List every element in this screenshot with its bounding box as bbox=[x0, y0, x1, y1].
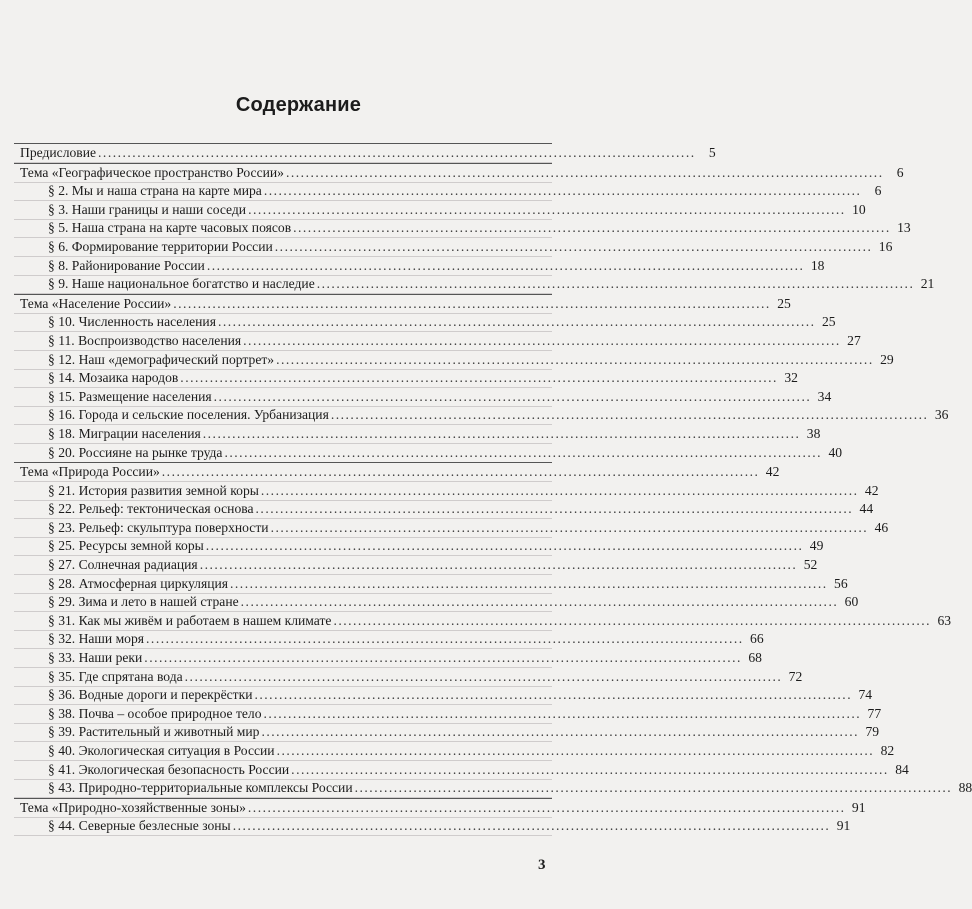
toc-entry-label: § 25. Ресурсы земной коры bbox=[48, 538, 204, 554]
toc-entry-label: § 5. Наша страна на карте часовых поясов bbox=[48, 220, 292, 236]
toc-entry-label: Тема «Население России» bbox=[20, 295, 172, 311]
toc-entry-label: § 15. Размещение населения bbox=[48, 388, 212, 404]
toc-leader-dots: .......................................................................................................................... bbox=[213, 388, 812, 404]
toc-leader-dots: .......................................................................................................................... bbox=[144, 650, 742, 666]
toc-entry-line bbox=[14, 799, 866, 818]
toc-entry-line bbox=[14, 519, 889, 538]
toc-entry-paragraph bbox=[14, 332, 861, 351]
toc-entry-line bbox=[14, 332, 861, 351]
table-of-contents bbox=[14, 143, 972, 836]
toc-entry-paragraph bbox=[14, 779, 972, 798]
toc-entry-paragraph bbox=[14, 761, 909, 780]
toc-entry-label: § 43. Природно-территориальные комплексы России bbox=[48, 780, 353, 796]
toc-entry-paragraph bbox=[14, 593, 859, 612]
toc-entry-label: § 23. Рельеф: скульптура поверхности bbox=[48, 519, 269, 535]
toc-entry-line bbox=[14, 425, 821, 444]
toc-entry-line bbox=[14, 238, 893, 257]
toc-entry-page: 29 bbox=[880, 351, 894, 367]
toc-leader-dots: .......................................................................................................................... bbox=[254, 687, 853, 703]
toc-entry-line bbox=[14, 144, 716, 163]
toc-entry-paragraph bbox=[14, 649, 762, 668]
toc-entry-paragraph bbox=[14, 519, 889, 538]
toc-leader-dots: .......................................................................................................................... bbox=[232, 818, 831, 834]
page-title: Содержание bbox=[235, 94, 362, 116]
toc-entry-label: § 18. Миграции населения bbox=[48, 425, 201, 441]
toc-entry-paragraph bbox=[14, 313, 836, 332]
toc-entry-label: § 36. Водные дороги и перекрёстки bbox=[48, 687, 253, 703]
toc-entry-label: § 21. История развития земной коры bbox=[48, 482, 259, 498]
toc-entry-page: 42 bbox=[864, 482, 879, 498]
toc-leader-dots: .......................................................................................................................... bbox=[274, 238, 873, 254]
toc-leader-dots: .......................................................................................................................... bbox=[247, 799, 846, 815]
toc-entry-page: 63 bbox=[937, 612, 952, 628]
toc-entry-label: § 16. Города и сельские поселения. Урбанизация bbox=[48, 407, 329, 423]
toc-entry-paragraph bbox=[14, 275, 935, 294]
toc-entry-page: 56 bbox=[834, 575, 848, 591]
toc-leader-dots: .......................................................................................................................... bbox=[354, 780, 953, 796]
toc-entry-line bbox=[14, 482, 879, 501]
toc-entry-page: 88 bbox=[958, 780, 972, 796]
toc-entry-paragraph bbox=[14, 257, 825, 276]
toc-leader-dots: .......................................................................................................................... bbox=[261, 724, 860, 740]
toc-entry-paragraph bbox=[14, 686, 873, 705]
toc-entry-paragraph bbox=[14, 238, 893, 257]
toc-leader-dots: .......................................................................................................................... bbox=[263, 183, 862, 199]
toc-entry-label: § 6. Формирование территории России bbox=[48, 238, 273, 254]
toc-entry-label: § 31. Как мы живём и работаем в нашем климате bbox=[48, 612, 332, 628]
toc-leader-dots: .......................................................................................................................... bbox=[205, 538, 804, 554]
toc-entry-line bbox=[14, 556, 818, 575]
toc-leader-dots: .......................................................................................................................... bbox=[217, 314, 816, 330]
toc-entry-topic bbox=[14, 294, 791, 314]
toc-leader-dots: .......................................................................................................................... bbox=[230, 575, 828, 591]
toc-entry-paragraph bbox=[14, 630, 764, 649]
toc-entry-paragraph bbox=[14, 742, 895, 761]
toc-entry-line bbox=[14, 388, 832, 407]
toc-leader-dots: .......................................................................................................................... bbox=[276, 743, 875, 758]
toc-leader-dots: .......................................................................................................................... bbox=[243, 332, 841, 348]
toc-entry-line bbox=[14, 686, 873, 705]
toc-leader-dots: .......................................................................................................................... bbox=[291, 761, 889, 777]
toc-entry-page: 84 bbox=[895, 761, 909, 777]
toc-entry-line bbox=[14, 500, 874, 519]
toc-entry-page: 25 bbox=[777, 295, 791, 311]
toc-leader-dots: .......................................................................................................................... bbox=[255, 501, 854, 517]
toc-entry-line bbox=[14, 668, 803, 687]
toc-entry-topic bbox=[14, 462, 780, 482]
toc-entry-label: § 3. Наши границы и наши соседи bbox=[48, 201, 247, 217]
toc-entry-page: 21 bbox=[920, 276, 935, 292]
toc-entry-paragraph bbox=[14, 388, 832, 407]
toc-leader-dots: .......................................................................................................................... bbox=[293, 220, 891, 236]
toc-entry-label: § 20. Россияне на рынке труда bbox=[48, 444, 223, 460]
toc-entry-line bbox=[14, 257, 825, 276]
toc-entry-line bbox=[14, 761, 909, 780]
toc-entry-line bbox=[14, 575, 848, 594]
toc-entry-page: 72 bbox=[788, 668, 803, 684]
toc-leader-dots: .......................................................................................................................... bbox=[330, 407, 929, 423]
toc-entry-line bbox=[14, 201, 866, 220]
toc-entry-line bbox=[14, 612, 952, 631]
toc-entry-paragraph bbox=[14, 612, 952, 631]
toc-entry-paragraph bbox=[14, 500, 874, 519]
toc-leader-dots: .......................................................................................................................... bbox=[240, 594, 839, 610]
toc-leader-dots: .......................................................................................................................... bbox=[263, 705, 862, 721]
toc-entry-paragraph bbox=[14, 201, 866, 220]
toc-leader-dots: .......................................................................................................................... bbox=[224, 444, 823, 460]
toc-entry-line bbox=[14, 723, 880, 742]
toc-leader-dots: .......................................................................................................................... bbox=[199, 557, 798, 573]
toc-entry-line bbox=[14, 705, 882, 724]
toc-entry-label: § 9. Наше национальное богатство и наследие bbox=[48, 276, 315, 292]
toc-entry-page: 13 bbox=[897, 220, 911, 236]
toc-entry-page: 74 bbox=[858, 687, 873, 703]
toc-entry-page: 16 bbox=[878, 238, 893, 254]
toc-entry-label: § 39. Растительный и животный мир bbox=[48, 724, 260, 740]
toc-entry-paragraph bbox=[14, 369, 798, 388]
toc-entry-page: 6 bbox=[874, 183, 882, 199]
toc-entry-line bbox=[14, 219, 911, 238]
toc-entry-label: § 44. Северные безлесные зоны bbox=[48, 818, 231, 834]
toc-entry-line bbox=[14, 182, 882, 201]
toc-entry-page: 34 bbox=[817, 388, 832, 404]
toc-entry-label: § 41. Экологическая безопасность России bbox=[48, 761, 290, 777]
toc-entry-page: 36 bbox=[934, 407, 949, 423]
toc-entry-page: 60 bbox=[844, 594, 859, 610]
toc-entry-paragraph bbox=[14, 705, 882, 724]
toc-entry-topic bbox=[14, 798, 866, 818]
toc-entry-line bbox=[14, 406, 949, 425]
toc-entry-page: 66 bbox=[750, 631, 764, 647]
toc-entry-label: § 33. Наши реки bbox=[48, 650, 143, 666]
toc-leader-dots: .......................................................................................................................... bbox=[202, 425, 801, 441]
toc-entry-page: 18 bbox=[810, 257, 825, 273]
toc-entry-page: 10 bbox=[852, 201, 866, 217]
toc-entry-line bbox=[14, 779, 972, 798]
toc-entry-page: 42 bbox=[765, 464, 780, 480]
toc-leader-dots: .......................................................................................................................... bbox=[173, 295, 771, 311]
toc-entry-line bbox=[14, 369, 798, 388]
toc-leader-dots: .......................................................................................................................... bbox=[260, 482, 859, 498]
toc-entry-label: § 11. Воспроизводство населения bbox=[48, 332, 242, 348]
toc-entry-label: § 28. Атмосферная циркуляция bbox=[48, 575, 228, 591]
toc-leader-dots: .......................................................................................................................... bbox=[316, 276, 915, 292]
toc-entry-page: 6 bbox=[896, 164, 904, 180]
toc-entry-page: 77 bbox=[867, 705, 882, 721]
toc-entry-page: 91 bbox=[851, 799, 866, 815]
toc-leader-dots: .......................................................................................................................... bbox=[285, 164, 884, 180]
toc-entry-paragraph bbox=[14, 723, 880, 742]
toc-leader-dots: .......................................................................................................................... bbox=[184, 668, 783, 684]
toc-leader-dots: .......................................................................................................................... bbox=[248, 201, 846, 217]
toc-entry-paragraph bbox=[14, 425, 821, 444]
toc-leader-dots: .......................................................................................................................... bbox=[146, 631, 744, 647]
toc-entry-page: 68 bbox=[748, 650, 762, 666]
toc-entry-label: § 29. Зима и лето в нашей стране bbox=[48, 594, 239, 610]
toc-entry-line bbox=[14, 463, 780, 482]
toc-entry-page: 38 bbox=[806, 425, 821, 441]
toc-entry-topic bbox=[14, 163, 904, 183]
toc-entry-paragraph bbox=[14, 537, 824, 556]
toc-entry-label: § 8. Районирование России bbox=[48, 257, 205, 273]
toc-entry-label: § 12. Наш «демографический портрет» bbox=[48, 351, 275, 367]
toc-entry-paragraph bbox=[14, 668, 803, 687]
toc-entry-page: 91 bbox=[836, 818, 851, 834]
toc-entry-page: 49 bbox=[809, 538, 824, 554]
toc-leader-dots: .......................................................................................................................... bbox=[98, 145, 696, 160]
toc-entry-label: § 35. Где спрятана вода bbox=[48, 668, 183, 684]
toc-entry-paragraph bbox=[14, 406, 949, 425]
toc-entry-label: § 14. Мозаика народов bbox=[48, 370, 179, 386]
toc-entry-page: 46 bbox=[874, 519, 889, 535]
toc-entry-page: 52 bbox=[803, 557, 818, 573]
toc-leader-dots: .......................................................................................................................... bbox=[161, 464, 760, 480]
toc-entry-line bbox=[14, 295, 791, 314]
toc-entry-paragraph bbox=[14, 482, 879, 501]
toc-entry-label: § 2. Мы и наша страна на карте мира bbox=[48, 183, 262, 199]
toc-entry-paragraph bbox=[14, 351, 894, 370]
toc-entry-page: 44 bbox=[859, 501, 874, 517]
toc-entry-line bbox=[14, 649, 762, 668]
toc-entry-label: § 40. Экологическая ситуация в России bbox=[48, 743, 275, 758]
toc-entry-label: § 22. Рельеф: тектоническая основа bbox=[48, 501, 254, 517]
toc-entry-line bbox=[14, 275, 935, 294]
toc-entry-label: § 10. Численность населения bbox=[48, 314, 216, 330]
toc-entry-page: 32 bbox=[784, 370, 798, 386]
toc-entry-label: § 32. Наши моря bbox=[48, 631, 145, 647]
toc-entry-page: 40 bbox=[828, 444, 843, 460]
toc-entry-paragraph bbox=[14, 817, 851, 836]
toc-entry-line bbox=[14, 351, 894, 370]
toc-leader-dots: .......................................................................................................................... bbox=[206, 257, 805, 273]
toc-leader-dots: .......................................................................................................................... bbox=[270, 519, 869, 535]
toc-entry-page: 27 bbox=[847, 332, 861, 348]
toc-entry-label: Тема «Географическое пространство России» bbox=[20, 164, 284, 180]
toc-entry-line bbox=[14, 630, 764, 649]
toc-entry-line bbox=[14, 593, 859, 612]
toc-entry-paragraph bbox=[14, 444, 843, 463]
toc-entry-paragraph bbox=[14, 182, 882, 201]
toc-entry-paragraph bbox=[14, 556, 818, 575]
toc-entry-line bbox=[14, 313, 836, 332]
toc-entry-page: 5 bbox=[708, 145, 716, 160]
toc-entry-label: § 27. Солнечная радиация bbox=[48, 557, 198, 573]
toc-entry-line bbox=[14, 444, 843, 463]
toc-entry-label: § 38. Почва – особое природное тело bbox=[48, 705, 262, 721]
toc-entry-line bbox=[14, 537, 824, 556]
toc-entry-preface bbox=[14, 143, 716, 163]
toc-entry-line bbox=[14, 817, 851, 836]
toc-entry-paragraph bbox=[14, 575, 848, 594]
toc-entry-paragraph bbox=[14, 219, 911, 238]
toc-entry-line bbox=[14, 742, 895, 761]
toc-entry-label: Предисловие bbox=[20, 145, 97, 160]
toc-entry-line bbox=[14, 164, 904, 183]
toc-entry-page: 82 bbox=[880, 743, 895, 758]
page-number: 3 bbox=[538, 857, 546, 873]
toc-entry-page: 25 bbox=[821, 314, 836, 330]
toc-leader-dots: .......................................................................................................................... bbox=[180, 370, 778, 386]
toc-leader-dots: .......................................................................................................................... bbox=[333, 612, 932, 628]
toc-entry-label: Тема «Природно-хозяйственные зоны» bbox=[20, 799, 246, 815]
toc-leader-dots: .......................................................................................................................... bbox=[276, 351, 874, 367]
toc-entry-page: 79 bbox=[865, 724, 880, 740]
toc-entry-label: Тема «Природа России» bbox=[20, 464, 160, 480]
